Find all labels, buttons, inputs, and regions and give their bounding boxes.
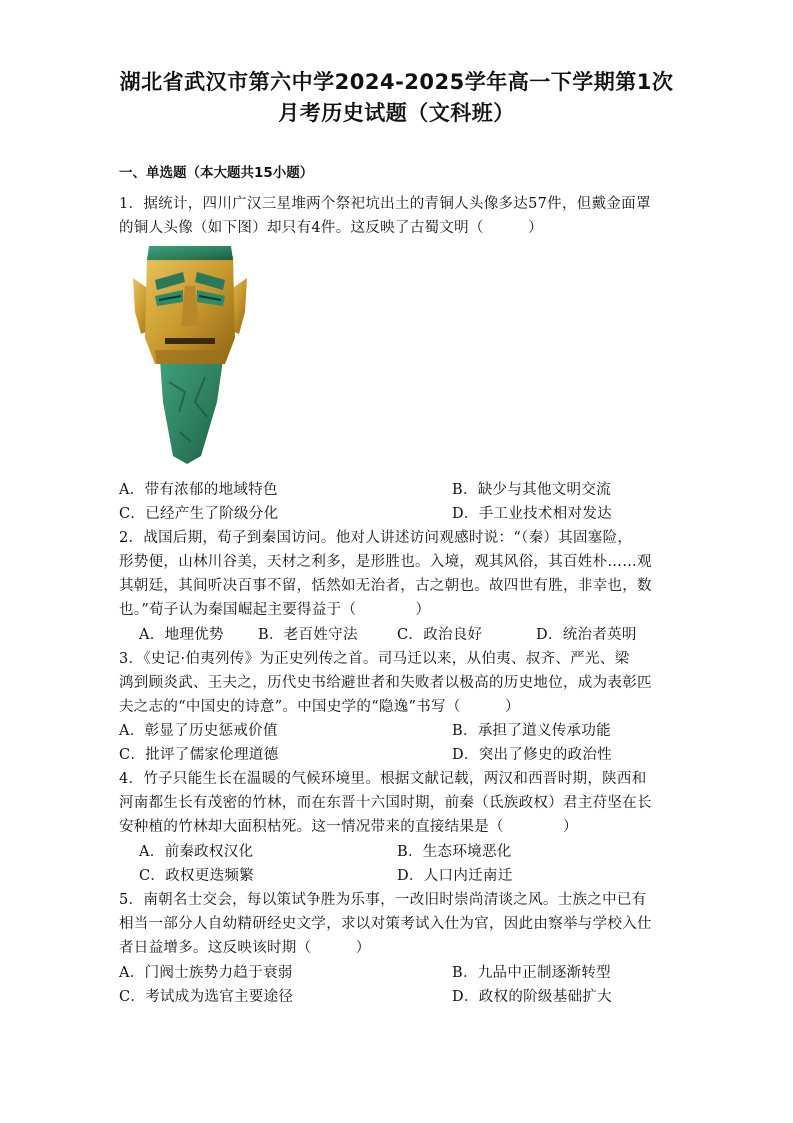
q5-option-a[interactable]: A．门阀士族势力趋于衰弱 — [119, 965, 293, 981]
q3-stem-line: 鸿到顾炎武、王夫之，历代史书给避世者和失败者以极高的历史地位，成为表彰匹 — [119, 675, 652, 691]
q3-option-d[interactable]: D．突出了修史的政治性 — [452, 747, 612, 763]
q1-option-b[interactable]: B．缺少与其他文明交流 — [452, 482, 611, 498]
q5-option-d[interactable]: D．政权的阶级基础扩大 — [452, 989, 612, 1005]
q4-option-b[interactable]: B．生态环境恶化 — [397, 844, 512, 860]
q5-stem-line: 者日益增多。这反映该时期（ ） — [119, 940, 371, 956]
q2-option-c[interactable]: C．政治良好 — [397, 627, 483, 643]
q1-option-a[interactable]: A．带有浓郁的地域特色 — [119, 482, 278, 498]
q2-stem-line: 2．战国后期，荀子到秦国访问。他对人讲述访问观感时说：“（秦）其固塞险， — [119, 530, 633, 546]
q3-stem-line: 夫之志的“中国史的诗意”。中国史学的“隐逸”书写（ ） — [119, 699, 520, 715]
q3-stem-line: 3．《史记·伯夷列传》为正史列传之首。司马迁以来，从伯夷、叔齐、严光、梁 — [119, 651, 630, 667]
q3-option-b[interactable]: B．承担了道义传承功能 — [452, 723, 611, 739]
q3-option-c[interactable]: C．批评了儒家伦理道德 — [119, 747, 279, 763]
q4-option-d[interactable]: D．人口内迁南迁 — [397, 868, 513, 884]
q2-option-d[interactable]: D．统治者英明 — [536, 627, 637, 643]
q4-stem-line: 河南都生长有茂密的竹林，而在东晋十六国时期，前秦（氐族政权）君主苻坚在长 — [119, 795, 652, 811]
q2-stem-line: 形势便，山林川谷美，天材之利多，是形胜也。入境，观其风俗，其百姓朴……观 — [119, 554, 652, 570]
q2-stem-line: 其朝廷，其间听决百事不留，恬然如无治者，古之朝也。故四世有胜，非幸也，数 — [119, 578, 652, 594]
q1-option-c[interactable]: C．已经产生了阶级分化 — [119, 506, 279, 522]
q3-option-a[interactable]: A．彰显了历史惩戒价值 — [119, 723, 278, 739]
q2-stem-line: 也。”荀子认为秦国崛起主要得益于（ ） — [119, 602, 431, 618]
q2-option-b[interactable]: B．老百姓守法 — [258, 627, 358, 643]
q5-stem-line: 相当一部分人自幼精研经史文学，求以对策考试入仕为官，因此由察举与学校入仕 — [119, 916, 652, 932]
q2-option-a[interactable]: A．地理优势 — [139, 627, 224, 643]
q1-option-d[interactable]: D．手工业技术相对发达 — [452, 506, 612, 522]
doc-title-line2: 月考历史试题（文科班） — [278, 101, 515, 125]
q4-option-a[interactable]: A．前秦政权汉化 — [139, 844, 254, 860]
q5-option-c[interactable]: C．考试成为选官主要途径 — [119, 989, 294, 1005]
section-heading: 一、单选题（本大题共15小题） — [119, 165, 314, 181]
bronze-head-gold-mask-image — [125, 242, 255, 466]
q4-stem-line: 4．竹子只能生长在温暖的气候环境里。根据文献记载，两汉和西晋时期，陕西和 — [119, 771, 647, 787]
q5-option-b[interactable]: B．九品中正制逐渐转型 — [452, 965, 611, 981]
q1-stem-line: 的铜人头像（如下图）却只有4件。这反映了古蜀文明（ ） — [119, 220, 543, 236]
q4-stem-line: 安种植的竹林却大面积枯死。这一情况带来的直接结果是（ ） — [119, 819, 578, 835]
doc-title-line1: 湖北省武汉市第六中学2024-2025学年高一下学期第1次 — [119, 70, 674, 94]
q4-option-c[interactable]: C．政权更迭频繁 — [139, 868, 254, 884]
q5-stem-line: 5．南朝名士交会，每以策试争胜为乐事，一改旧时崇尚清谈之风。士族之中已有 — [119, 892, 647, 908]
q1-stem-line: 1．据统计，四川广汉三星堆两个祭祀坑出土的青铜人头像多达57件，但戴金面罩 — [119, 196, 651, 212]
